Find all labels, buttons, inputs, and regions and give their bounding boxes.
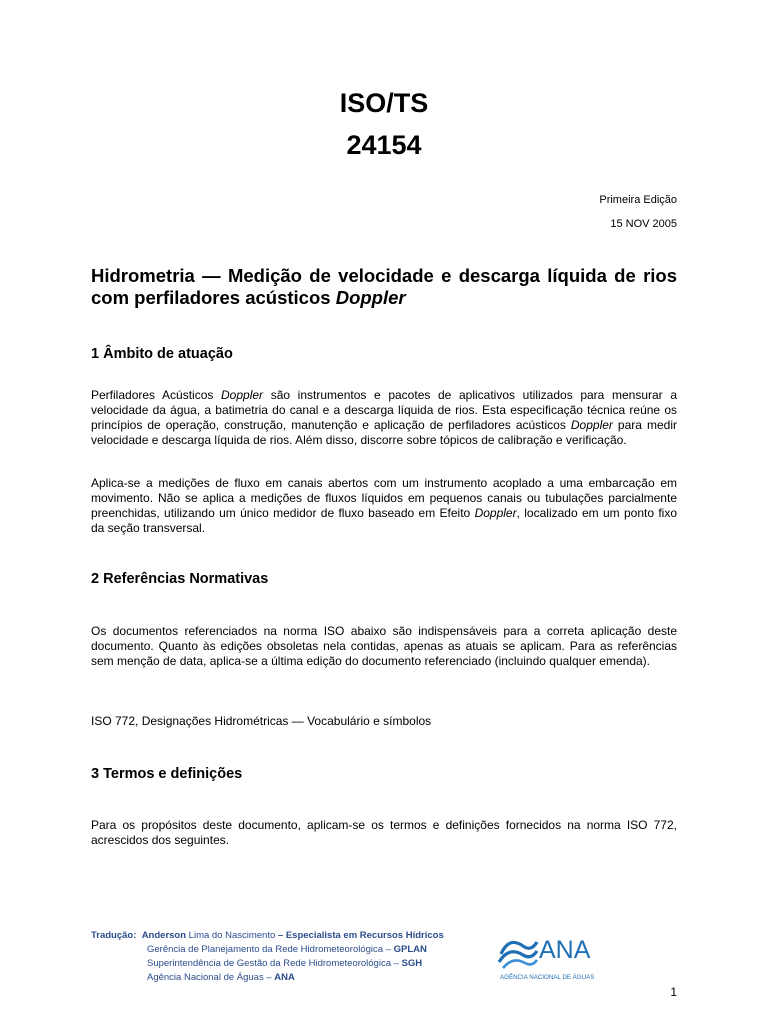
footer-gplan: [147, 943, 427, 956]
ana-wave-icon: [497, 924, 609, 984]
footer-ana: [147, 971, 295, 984]
edition-date: 15 NOV 2005: [610, 218, 677, 230]
section-1-paragraph-1: [91, 388, 677, 448]
footer-role: – Especialista em Recursos Hídricos: [277, 930, 444, 941]
standard-code: ISO/TS: [339, 88, 429, 118]
footer-name-bold: Anderson: [141, 930, 187, 941]
document-title-italic: Doppler: [335, 287, 406, 308]
italic-run: Doppler: [570, 418, 613, 432]
document-title: [91, 265, 677, 309]
text-run: são instrumentos e pacotes de aplicativos utilizados para mensurar a velocidade da água, a batimetria do canal e a descarga líquida de rios. Esta especificação técnica reúne os princípios de operação, construção, manutenção e aplicação de perfiladores acústicos: [91, 388, 677, 432]
normative-reference: ISO 772, Designações Hidrométricas — Vocabulário e símbolos: [91, 714, 432, 728]
section-2-paragraph-1: Os documentos referenciados na norma ISO abaixo são indispensáveis para a correta aplicação deste documento. Quanto às edições obsoletas nela contidas, apenas as atuais se aplicam. Para as referências sem menção de data, aplica-se a última edição do documento referenciado (incluindo qualquer emenda).: [91, 624, 677, 668]
italic-run: Doppler: [474, 506, 517, 520]
section-1-heading: 1 Âmbito de atuação: [91, 346, 233, 362]
footer-name: Lima do Nascimento: [188, 930, 276, 941]
footer-acronym: GPLAN: [393, 944, 427, 955]
text-run: para medir velocidade e descarga líquida de rios. Além disso, discorre sobre tópicos de calibração e verificação.: [91, 418, 677, 447]
edition-label: Primeira Edição: [599, 194, 677, 206]
ana-logo: [497, 924, 609, 984]
footer-sgh: [147, 957, 422, 970]
italic-run: Doppler: [221, 388, 264, 402]
text-run: Perfiladores Acústicos: [91, 388, 222, 402]
text-run: , localizado em um ponto fixo da seção transversal.: [91, 506, 678, 535]
text-run: Aplica-se a medições de fluxo em canais abertos com um instrumento acoplado a uma embarcação em movimento. Não se aplica a medições de fluxos líquidos em pequenos canais ou tubulações parcialmente preenchidas, utilizando um único medidor de fluxo baseado em Efeito: [91, 476, 677, 520]
footer-text: Superintendência de Gestão da Rede Hidrometeorológica –: [147, 958, 399, 969]
footer-label: Tradução:: [91, 930, 137, 941]
section-1-paragraph-2: [91, 476, 677, 536]
section-3-paragraph-1: Para os propósitos deste documento, aplicam-se os termos e definições fornecidos na norma ISO 772, acrescidos dos seguintes.: [91, 818, 677, 847]
document-title-text: Hidrometria — Medição de velocidade e descarga líquida de rios com perfiladores acústicos: [91, 265, 677, 308]
section-2-heading: 2 Referências Normativas: [91, 571, 269, 587]
footer-acronym: ANA: [274, 972, 295, 983]
footer-translator: [91, 929, 444, 942]
logo-wordmark: ANA: [539, 936, 591, 964]
footer-text: Gerência de Planejamento da Rede Hidrometeorológica –: [147, 944, 391, 955]
footer-acronym: SGH: [401, 958, 423, 969]
page-number: 1: [670, 985, 677, 999]
standard-number: 24154: [346, 130, 422, 160]
footer-text: Agência Nacional de Águas –: [147, 972, 272, 983]
section-3-heading: 3 Termos e definições: [91, 766, 243, 782]
logo-subtitle: AGÊNCIA NACIONAL DE ÁGUAS: [500, 974, 595, 981]
